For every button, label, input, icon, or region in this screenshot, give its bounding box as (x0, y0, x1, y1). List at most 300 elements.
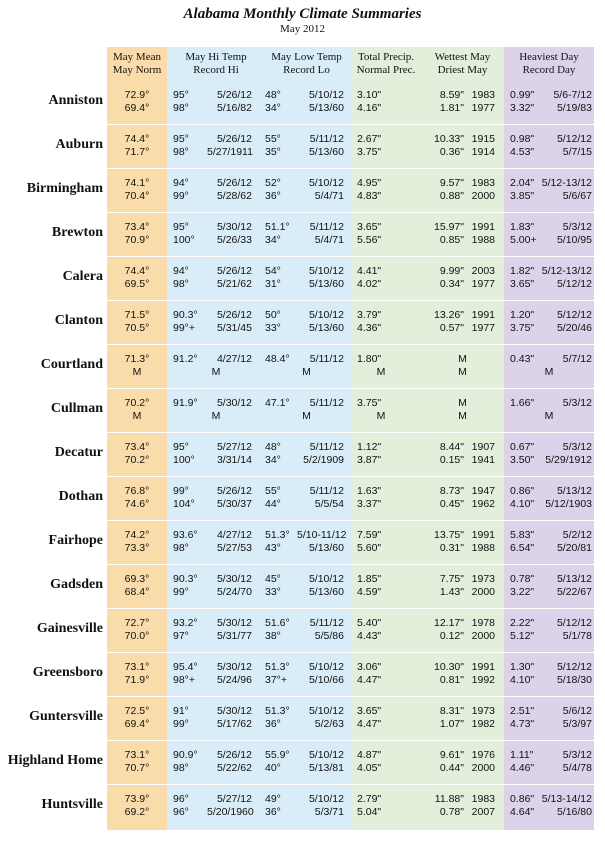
wet-year-record: 1992 (471, 674, 495, 686)
heavy-date-current: 5/7/12 (562, 353, 592, 365)
heavy-value-record: 3.50" (510, 454, 535, 466)
hi-date-current: 5/26/12 (216, 309, 252, 321)
mean-current: 76.8° (124, 485, 150, 497)
heavy-date-current: 5/3/12 (562, 221, 592, 233)
table-row (0, 609, 605, 653)
hi-value-record: M (211, 410, 221, 422)
hi-date-record: 5/26/33 (216, 234, 252, 246)
header-wettest-line1: Wettest May (434, 51, 491, 63)
heavy-value-current: 1.11" (510, 749, 534, 761)
wet-year-current: 2003 (471, 265, 495, 277)
heavy-date-current: 5/12/12 (556, 133, 592, 145)
station-name: Highland Home (7, 753, 103, 768)
table-row (0, 521, 605, 565)
precip-current: 5.40" (357, 617, 382, 629)
hi-value-current: 93.6° (173, 529, 198, 541)
precip-current: 7.59" (357, 529, 382, 541)
hi-date-current: 5/30/12 (216, 573, 252, 585)
lo-date-record: 5/13/60 (308, 278, 344, 290)
heavy-date-current: 5/12/12 (556, 617, 592, 629)
lo-date-record: 5/2/63 (314, 718, 344, 730)
lo-value-current: 48° (265, 441, 281, 453)
hi-value-record: 99° (173, 718, 189, 730)
table-row (0, 257, 605, 301)
lo-value-current: 55° (265, 485, 281, 497)
lo-date-current: 5/10/12 (308, 573, 344, 585)
lo-date-current: 5/10/12 (308, 89, 344, 101)
table-row (0, 785, 605, 829)
lo-value-record: 36° (265, 718, 281, 730)
hi-date-record: 5/30/37 (216, 498, 252, 510)
mean-current: 73.9° (124, 793, 150, 805)
heavy-value-current: 2.51" (510, 705, 535, 717)
heavy-value-record: 4.53" (510, 146, 535, 158)
heavy-value-record: 4.10" (510, 674, 535, 686)
precip-current: 4.87" (357, 749, 382, 761)
lo-value-record: 44° (265, 498, 281, 510)
heavy-value-record: 3.32" (510, 102, 535, 114)
lo-date-record: 5/13/60 (308, 102, 344, 114)
hi-value-current: 90.9° (173, 749, 198, 761)
precip-current: 3.65" (357, 221, 382, 233)
station-name: Gainesville (36, 621, 103, 636)
mean-current: 74.2° (124, 529, 150, 541)
mean-current: 72.7° (124, 617, 150, 629)
hi-date-current: 5/30/12 (216, 617, 252, 629)
lo-value-record: 36° (265, 806, 281, 818)
heavy-value-current: 0.86" (510, 793, 535, 805)
lo-value-current: 48.4° (265, 353, 290, 365)
lo-date-current: 5/10/12 (308, 749, 344, 761)
wet-year-current: 1991 (471, 221, 495, 233)
wet-value-record: 0.45" (439, 498, 464, 510)
mean-record: 69.2° (124, 806, 150, 818)
heavy-value-record: 3.85" (510, 190, 535, 202)
hi-date-record: 5/27/1911 (207, 146, 253, 158)
heavy-value-record: 3.75" (510, 322, 535, 334)
lo-date-current: 5/11/12 (309, 485, 344, 497)
wet-year-record: 1988 (471, 542, 495, 554)
hi-date-current: 4/27/12 (216, 529, 252, 541)
station-name: Courtland (40, 357, 103, 372)
station-name: Fairhope (48, 533, 103, 548)
lo-date-current: 5/10/12 (308, 793, 344, 805)
hi-value-current: 90.3° (173, 309, 198, 321)
lo-value-record: 37°+ (265, 674, 288, 686)
table-row (0, 389, 605, 433)
heavy-value-current: 1.30" (510, 661, 535, 673)
heavy-date-current: 5/13/12 (556, 573, 592, 585)
heavy-value-current: 2.22" (510, 617, 535, 629)
precip-current: 3.06" (357, 661, 382, 673)
mean-current: 72.5° (124, 705, 150, 717)
hi-date-current: 5/30/12 (216, 397, 252, 409)
wet-value-record: 0.44" (439, 762, 464, 774)
hi-date-record: 5/24/70 (216, 586, 252, 598)
wet-value-record: 0.36" (439, 146, 464, 158)
wet-value-record: 1.81" (439, 102, 464, 114)
hi-value-record: M (211, 366, 221, 378)
wet-year-record: 2000 (471, 586, 495, 598)
wet-year-current: 1973 (471, 573, 495, 585)
precip-record: 4.47" (357, 718, 382, 730)
lo-value-record: 38° (265, 630, 281, 642)
heavy-value-record: 4.46" (510, 762, 535, 774)
mean-record: 70.7° (124, 762, 150, 774)
lo-value-current: 45° (265, 573, 281, 585)
heavy-date-record: 5/19/83 (556, 102, 592, 114)
hi-date-record: 5/31/45 (216, 322, 252, 334)
lo-value-record: 31° (265, 278, 281, 290)
hi-value-current: 99° (173, 485, 189, 497)
header-hi-line1: May Hi Temp (185, 51, 247, 63)
precip-current: 3.65" (357, 705, 382, 717)
precip-current: 3.79" (357, 309, 382, 321)
wet-value-current: 9.61" (439, 749, 464, 761)
mean-record: 74.6° (124, 498, 150, 510)
lo-date-record: 5/13/60 (308, 542, 344, 554)
wet-year-record: 1914 (471, 146, 495, 158)
wet-year-record: 1977 (471, 102, 495, 114)
header-hi-temp (170, 51, 262, 77)
hi-value-record: 97° (173, 630, 189, 642)
wet-year-current: 1983 (471, 89, 495, 101)
precip-record: 3.75" (357, 146, 382, 158)
hi-date-current: 4/27/12 (216, 353, 252, 365)
header-lo-line1: May Low Temp (271, 51, 342, 63)
hi-date-record: 5/21/62 (216, 278, 252, 290)
wet-year-current: 1947 (471, 485, 495, 497)
heavy-value-current: 0.78" (510, 573, 535, 585)
lo-date-current: 5/11/12 (309, 353, 344, 365)
heavy-value-record: 5.12" (510, 630, 535, 642)
heavy-value-record: 4.64" (510, 806, 535, 818)
heavy-date-record: 5/12/12 (556, 278, 592, 290)
precip-current: 1.85" (357, 573, 382, 585)
heavy-value-current: 1.66" (510, 397, 535, 409)
lo-value-current: 51.3° (265, 661, 290, 673)
lo-date-record: 5/13/60 (308, 322, 344, 334)
wet-value-record: 0.31" (439, 542, 464, 554)
hi-value-current: 96° (173, 793, 189, 805)
hi-date-record: 5/28/62 (216, 190, 252, 202)
lo-value-current: 51.1° (265, 221, 290, 233)
wet-value-record: 0.78" (439, 806, 464, 818)
wet-value-record: M (458, 366, 467, 378)
wet-value-record: 0.12" (439, 630, 464, 642)
heavy-date-record: 5/4/78 (562, 762, 592, 774)
mean-record: 71.9° (124, 674, 150, 686)
table-row (0, 741, 605, 785)
header-precip-line2: Normal Prec. (356, 64, 416, 76)
wet-value-record: 0.88" (439, 190, 464, 202)
table-row (0, 653, 605, 697)
heavy-value-record: 3.65" (510, 278, 535, 290)
lo-value-record: 33° (265, 322, 281, 334)
lo-date-current: 5/11/12 (309, 441, 344, 453)
hi-date-current: 5/26/12 (216, 177, 252, 189)
wet-year-current: 1978 (471, 617, 495, 629)
mean-record: M (132, 366, 142, 378)
heavy-value-current: 0.98" (510, 133, 535, 145)
header-hi-line2: Record Hi (193, 64, 239, 76)
heavy-value-record: 6.54" (510, 542, 535, 554)
table-row (0, 433, 605, 477)
hi-date-record: 5/17/62 (216, 718, 252, 730)
lo-value-record: 34° (265, 234, 281, 246)
mean-current: 71.3° (124, 353, 150, 365)
lo-date-record: 5/2/1909 (303, 454, 344, 466)
heavy-date-record: 5/20/81 (556, 542, 592, 554)
wet-value-current: 8.59" (439, 89, 464, 101)
hi-date-record: 5/16/82 (216, 102, 252, 114)
mean-current: 70.2° (124, 397, 150, 409)
hi-date-record: 5/20/1960 (207, 806, 254, 818)
lo-value-current: 52° (265, 177, 281, 189)
hi-value-record: 98° (173, 102, 189, 114)
wet-value-current: 7.75" (439, 573, 464, 585)
heavy-date-record: 5/10/95 (556, 234, 592, 246)
lo-value-record: 36° (265, 190, 281, 202)
hi-date-current: 5/26/12 (216, 485, 252, 497)
precip-record: 4.05" (357, 762, 382, 774)
page-subtitle: May 2012 (280, 23, 325, 35)
lo-value-current: 51.6° (265, 617, 290, 629)
hi-value-current: 91.9° (173, 397, 198, 409)
station-name: Birmingham (26, 181, 103, 196)
wet-value-current: 8.31" (439, 705, 464, 717)
mean-record: 70.2° (124, 454, 150, 466)
mean-record: 69.4° (124, 102, 150, 114)
precip-current: 2.67" (357, 133, 382, 145)
lo-date-record: 5/5/54 (314, 498, 344, 510)
heavy-value-current: 2.04" (510, 177, 535, 189)
wet-year-current: 1991 (471, 529, 495, 541)
wet-value-current: 10.30" (433, 661, 464, 673)
station-name: Cullman (50, 401, 103, 416)
wet-value-record: 0.57" (439, 322, 464, 334)
heavy-date-current: 5/3/12 (562, 749, 592, 761)
hi-value-record: 98° (173, 278, 189, 290)
lo-date-current: 5/10/12 (308, 661, 344, 673)
lo-date-current: 5/10/12 (308, 309, 344, 321)
heavy-date-record: 5/22/67 (556, 586, 592, 598)
station-name: Huntsville (41, 797, 103, 812)
precip-current: 1.63" (357, 485, 382, 497)
precip-current: 1.80" (357, 353, 382, 365)
mean-record: 70.4° (124, 190, 150, 202)
hi-date-record: 3/31/14 (216, 454, 252, 466)
hi-value-record: 100° (173, 454, 195, 466)
header-precip (351, 51, 421, 77)
mean-record: M (132, 410, 142, 422)
hi-date-record: 5/31/77 (216, 630, 252, 642)
wet-year-record: 1988 (471, 234, 495, 246)
header-heaviest (504, 51, 594, 77)
wet-year-record: 1982 (471, 718, 495, 730)
table-row (0, 697, 605, 741)
precip-record: 5.56" (357, 234, 382, 246)
wet-year-current: 1973 (471, 705, 495, 717)
station-name: Decatur (54, 445, 103, 460)
station-name: Brewton (51, 225, 103, 240)
lo-date-record: 5/10/66 (308, 674, 344, 686)
lo-date-record: 5/4/71 (314, 190, 344, 202)
mean-current: 73.4° (124, 441, 150, 453)
hi-value-current: 95° (173, 441, 189, 453)
hi-date-current: 5/30/12 (216, 661, 252, 673)
hi-value-current: 94° (173, 177, 189, 189)
mean-current: 74.4° (124, 265, 150, 277)
mean-record: 69.4° (124, 718, 150, 730)
lo-value-record: 33° (265, 586, 281, 598)
wet-year-record: 1977 (471, 322, 495, 334)
heavy-date-record: 5/7/15 (562, 146, 592, 158)
heavy-value-current: 1.20" (510, 309, 535, 321)
station-name: Anniston (48, 93, 103, 108)
heavy-value-record: M (544, 410, 554, 422)
hi-value-record: 98° (173, 762, 189, 774)
heavy-date-current: 5/13/12 (556, 485, 592, 497)
wet-year-record: 2000 (471, 630, 495, 642)
wet-value-current: 9.57" (439, 177, 464, 189)
table-row (0, 169, 605, 213)
precip-record: M (376, 366, 386, 378)
wet-year-record: 1962 (471, 498, 495, 510)
lo-value-current: 55.9° (265, 749, 290, 761)
wet-value-current: 8.44" (439, 441, 464, 453)
lo-date-record: 5/13/81 (308, 762, 344, 774)
header-heavy-line2: Record Day (522, 64, 576, 76)
precip-record: 4.47" (357, 674, 382, 686)
lo-value-current: 51.3° (265, 529, 290, 541)
station-name: Dothan (58, 489, 103, 504)
lo-value-current: 55° (265, 133, 281, 145)
heavy-date-current: 5/12/12 (556, 309, 592, 321)
wet-value-record: 0.15" (439, 454, 464, 466)
lo-date-current: 5/11/12 (309, 133, 344, 145)
mean-current: 73.1° (124, 661, 150, 673)
wet-value-current: 13.75" (433, 529, 464, 541)
wet-value-record: M (458, 410, 467, 422)
lo-value-current: 47.1° (265, 397, 290, 409)
mean-current: 74.4° (124, 133, 150, 145)
hi-date-current: 5/27/12 (216, 793, 252, 805)
hi-date-current: 5/26/12 (216, 89, 252, 101)
hi-value-current: 90.3° (173, 573, 198, 585)
wet-year-record: 2000 (471, 190, 495, 202)
table-row (0, 477, 605, 521)
precip-current: 4.95" (357, 177, 382, 189)
mean-record: 71.7° (124, 146, 150, 158)
wet-value-current: 11.88" (434, 793, 464, 805)
wet-year-current: 1976 (471, 749, 495, 761)
hi-value-record: 99° (173, 190, 189, 202)
lo-date-current: 5/10-11/12 (297, 529, 347, 541)
wet-year-current: 1983 (471, 793, 495, 805)
hi-date-current: 5/30/12 (216, 221, 252, 233)
mean-record: 73.3° (124, 542, 150, 554)
wet-value-record: 1.43" (439, 586, 464, 598)
hi-value-current: 94° (173, 265, 189, 277)
header-lo-line2: Record Lo (283, 64, 330, 76)
wet-value-current: 15.97" (433, 221, 464, 233)
heavy-date-record: 5/16/80 (556, 806, 592, 818)
heavy-date-current: 5/2/12 (562, 529, 592, 541)
heavy-date-current: 5/12-13/12 (541, 265, 592, 277)
mean-current: 72.9° (124, 89, 150, 101)
heavy-date-record: 5/3/97 (562, 718, 592, 730)
precip-record: 5.60" (357, 542, 382, 554)
wet-value-record: 0.85" (439, 234, 464, 246)
precip-current: 3.10" (357, 89, 382, 101)
heavy-value-current: 0.67" (510, 441, 535, 453)
lo-value-record: 34° (265, 454, 281, 466)
heavy-date-record: 5/1/78 (562, 630, 592, 642)
header-wettest (421, 51, 504, 77)
lo-date-current: 5/11/12 (309, 221, 344, 233)
heavy-value-record: 5.00+ (510, 234, 537, 246)
hi-value-current: 95° (173, 221, 189, 233)
table-row (0, 125, 605, 169)
hi-value-record: 99° (173, 586, 189, 598)
header-lo-temp (262, 51, 351, 77)
table-row (0, 345, 605, 389)
station-name: Guntersville (29, 709, 103, 724)
mean-record: 70.5° (124, 322, 150, 334)
mean-current: 73.1° (124, 749, 150, 761)
table-row (0, 565, 605, 609)
header-heavy-line1: Heaviest Day (519, 51, 579, 63)
precip-current: 2.79" (357, 793, 382, 805)
lo-date-record: 5/4/71 (314, 234, 344, 246)
heavy-value-record: M (544, 366, 554, 378)
wet-value-current: 10.33" (433, 133, 464, 145)
header-mean-line2: May Norm (112, 64, 162, 76)
wet-value-record: 1.07" (439, 718, 464, 730)
precip-record: 3.37" (357, 498, 382, 510)
wet-year-record: 2000 (471, 762, 495, 774)
hi-date-record: 5/24/96 (216, 674, 252, 686)
wet-year-current: 1915 (471, 133, 495, 145)
precip-record: 4.02" (357, 278, 382, 290)
wet-value-current: M (458, 397, 467, 409)
hi-value-current: 95° (173, 133, 189, 145)
heavy-date-current: 5/12/12 (556, 661, 592, 673)
heavy-date-record: 5/29/1912 (545, 454, 592, 466)
lo-value-record: M (302, 410, 311, 422)
hi-value-current: 91° (173, 705, 189, 717)
wet-value-current: 13.26" (433, 309, 464, 321)
lo-value-record: 35° (265, 146, 281, 158)
precip-record: 4.59" (357, 586, 382, 598)
header-precip-line1: Total Precip. (357, 51, 415, 63)
hi-date-current: 5/26/12 (216, 133, 252, 145)
lo-date-current: 5/11/12 (309, 617, 344, 629)
lo-value-current: 48° (265, 89, 281, 101)
station-name: Gadsden (50, 577, 103, 592)
station-name: Clanton (54, 313, 103, 328)
lo-date-current: 5/10/12 (308, 265, 344, 277)
hi-date-current: 5/27/12 (216, 441, 252, 453)
heavy-value-current: 5.83" (510, 529, 535, 541)
wet-value-current: M (458, 353, 467, 365)
precip-record: 5.04" (357, 806, 382, 818)
heavy-value-record: 4.73" (510, 718, 535, 730)
lo-date-current: 5/10/12 (308, 705, 344, 717)
precip-record: 4.36" (357, 322, 382, 334)
lo-value-record: M (302, 366, 311, 378)
